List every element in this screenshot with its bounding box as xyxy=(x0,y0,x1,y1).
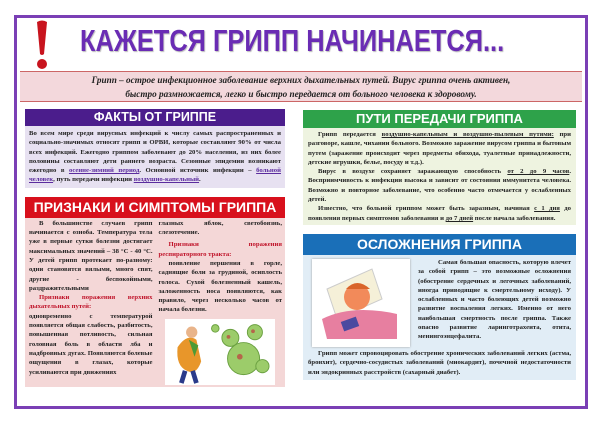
symptoms-text: одновременно с температурой появляется общая слабость, разбитость, повышенная потливость, сильная головная боль в области лба и надбровных дугах. Появляются болевые ощущения в глазах, которые усиливаются при движениях xyxy=(29,312,153,376)
symptoms-subheading: Признаки поражения респираторного тракта: xyxy=(158,241,282,258)
transmission-text: . Восприимчивость к инфекции высока и зависит от состояния иммунитета человека. Возможно и повторное заболевание, что особенно часто отмечается у ослабленных детей. xyxy=(308,168,572,204)
symptoms-text: появление першения в горле, саднящие боли за грудиной, осиплость голоса. Сухой болезненный кашель, заложенность носа появляются, как правило, через несколько часов от начала болезни. xyxy=(158,259,282,314)
transmission-text: после начала заболевания. xyxy=(473,214,556,222)
symptoms-text: глазных яблок, светобоязнь, слезотечение. xyxy=(158,219,282,237)
complications-text: Самая большая опасность, которую влечет за собой грипп – это возможные осложнения (обострение сердечных и легочных заболеваний, иногда приводящие к смертельному исходу). У ослабленных и часто болеющих детей возможно развитие воспаления легких. Именно от него наибольшая смертность после гриппа. Также опасно развитие ларинготрахеита, отита, менингоэнцефалита. xyxy=(418,258,571,341)
symptoms-text: В большинстве случаев грипп начинается с озноба. Температура тела уже в первые сутки болезни достигает максимальных значений – 38 °С - 40 °С. У детей грипп протекает по-разному: одни становятся вялыми, много спят, другие - беспокойными, раздражительными xyxy=(29,219,153,292)
intro-line: Грипп – острое инфекционное заболевание верхних дыхательных путей. Вирус гриппа очень активен, xyxy=(91,75,511,85)
facts-text: . xyxy=(199,176,201,184)
intro-banner xyxy=(20,71,582,102)
facts-text: Во всем мире среди вирусных инфекций к числу самых распространенных и социально-значимых относят грипп и ОРВИ, которые составляют 90% от числа всех инфекций. Ежегодно гриппом заболевают до 20% населения, из них более половины составляют дети раннего возраста. Сезонные эпидемии возникают ежегодно в xyxy=(29,130,281,175)
transmission-text: Грипп передается xyxy=(318,131,382,138)
facts-text: , путь передачи инфекции xyxy=(53,176,134,184)
symptoms-col-left xyxy=(29,219,153,385)
facts-body xyxy=(25,126,285,188)
transmission-text: Известно, что больной гриппом может быть заразным, начиная xyxy=(318,205,535,213)
sick-man-virus-illustration xyxy=(165,319,275,385)
facts-link[interactable]: осенне-зимний период xyxy=(68,167,140,175)
transmission-header: ПУТИ ПЕРЕДАЧИ ГРИППА xyxy=(303,110,576,128)
transmission-text: при разговоре, кашле, чихании больного. Возможно заражение вирусом гриппа и бытовым путем (заражение происходит через предметы обихода, туалетные принадлежности, детские игрушки, белье, посуду и т.д.). xyxy=(308,131,571,166)
page-title: КАЖЕТСЯ ГРИПП НАЧИНАЕТСЯ... xyxy=(80,23,505,58)
symptoms-col-right xyxy=(159,219,283,385)
sick-child-illustration xyxy=(312,259,410,347)
facts-link[interactable]: больной человек xyxy=(29,167,281,184)
right-column xyxy=(303,110,576,380)
transmission-underlined: с 1 дня xyxy=(534,205,560,213)
exclamation-icon xyxy=(34,20,50,70)
transmission-body xyxy=(303,128,576,225)
symptoms-header: ПРИЗНАКИ И СИМПТОМЫ ГРИППА xyxy=(25,197,285,218)
symptoms-body xyxy=(25,218,285,387)
complications-body xyxy=(303,255,576,380)
transmission-underlined: от 2 до 9 часов xyxy=(507,168,570,176)
intro-line: быстро размножается, легко и быстро передается от больного человека к здоровому. xyxy=(125,89,477,99)
transmission-underlined: до 7 дней xyxy=(445,214,474,222)
facts-text: . Основной источник инфекции – xyxy=(139,167,257,175)
transmission-text: Вирус в воздухе сохраняет заражающую способность xyxy=(318,168,508,176)
left-column xyxy=(25,109,285,387)
complications-header: ОСЛОЖНЕНИЯ ГРИППА xyxy=(303,234,576,255)
complications-text: Грипп может спровоцировать обострение хронических заболеваний легких (астма, бронхит), сердечно-сосудистых заболеваний (миокардит), почечной недостаточности или эндокринных расстройств (сахарный диабет). xyxy=(308,349,571,376)
facts-header: ФАКТЫ ОТ ГРИППЕ xyxy=(25,109,285,126)
facts-link[interactable]: воздушно-капельный xyxy=(133,176,200,184)
transmission-text: до появления первых симптомов заболевания и xyxy=(308,205,571,222)
symptoms-subheading: Признаки поражения верхних дыхательных путей: xyxy=(29,294,153,311)
transmission-underlined: воздушно-капельным и воздушно-пылевым путями: xyxy=(381,131,554,138)
